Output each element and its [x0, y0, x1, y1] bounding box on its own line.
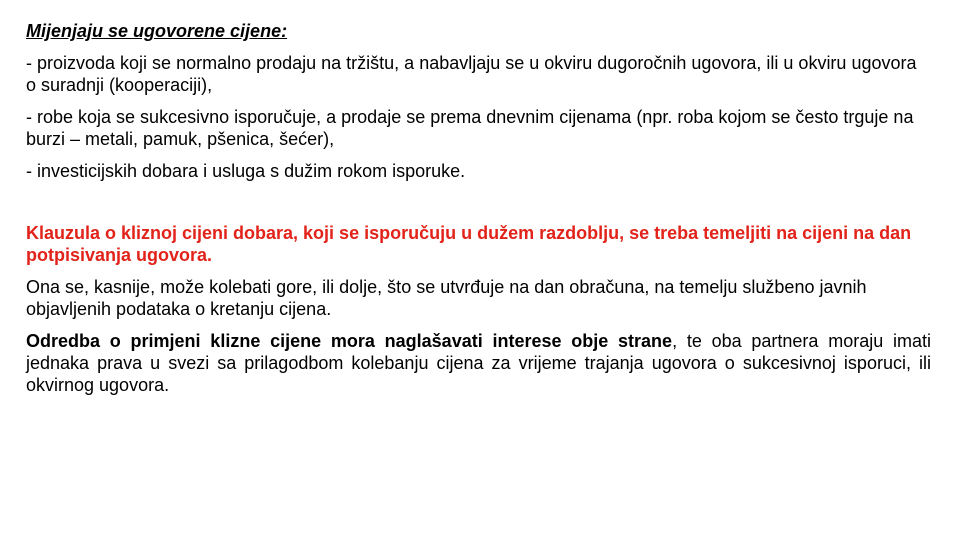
slide-content	[26, 20, 931, 406]
provision-rest-text: , te oba partnera moraju imati jednaka prava u svezi sa prilagodbom kolebanju cijena za vrijeme trajanja ugovora o sukcesivnoj isporuci, ili okvirnog ugovora.	[26, 331, 931, 395]
section-spacer	[26, 192, 931, 222]
sliding-price-clause: Klauzula o kliznoj cijeni dobara, koji se isporučuju u dužem razdoblju, se treba temeljiti na cijeni na dan potpisivanja ugovora.	[26, 223, 912, 265]
slide-heading: Mijenjaju se ugovorene cijene:	[26, 21, 288, 41]
provision-paragraph	[26, 330, 931, 396]
bullet-item-investment: - investicijskih dobara i usluga s dužim rokom isporuke.	[26, 161, 466, 181]
bullet-item-products: - proizvoda koji se normalno prodaju na tržištu, a nabavljaju se u okviru dugoročnih ugovora, ili u okviru ugovora o suradnji (kooperaciji),	[26, 53, 917, 95]
provision-bold-text: Odredba o primjeni klizne cijene mora naglašavati interese obje strane	[26, 331, 673, 351]
price-fluctuation-paragraph: Ona se, kasnije, može kolebati gore, ili dolje, što se utvrđuje na dan obračuna, na temelju službeno javnih objavljenih podataka o kretanju cijena.	[26, 277, 867, 319]
bullet-item-goods: - robe koja se sukcesivno isporučuje, a prodaje se prema dnevnim cijenama (npr. roba kojom se često trguje na burzi – metali, pamuk, pšenica, šećer),	[26, 107, 914, 149]
